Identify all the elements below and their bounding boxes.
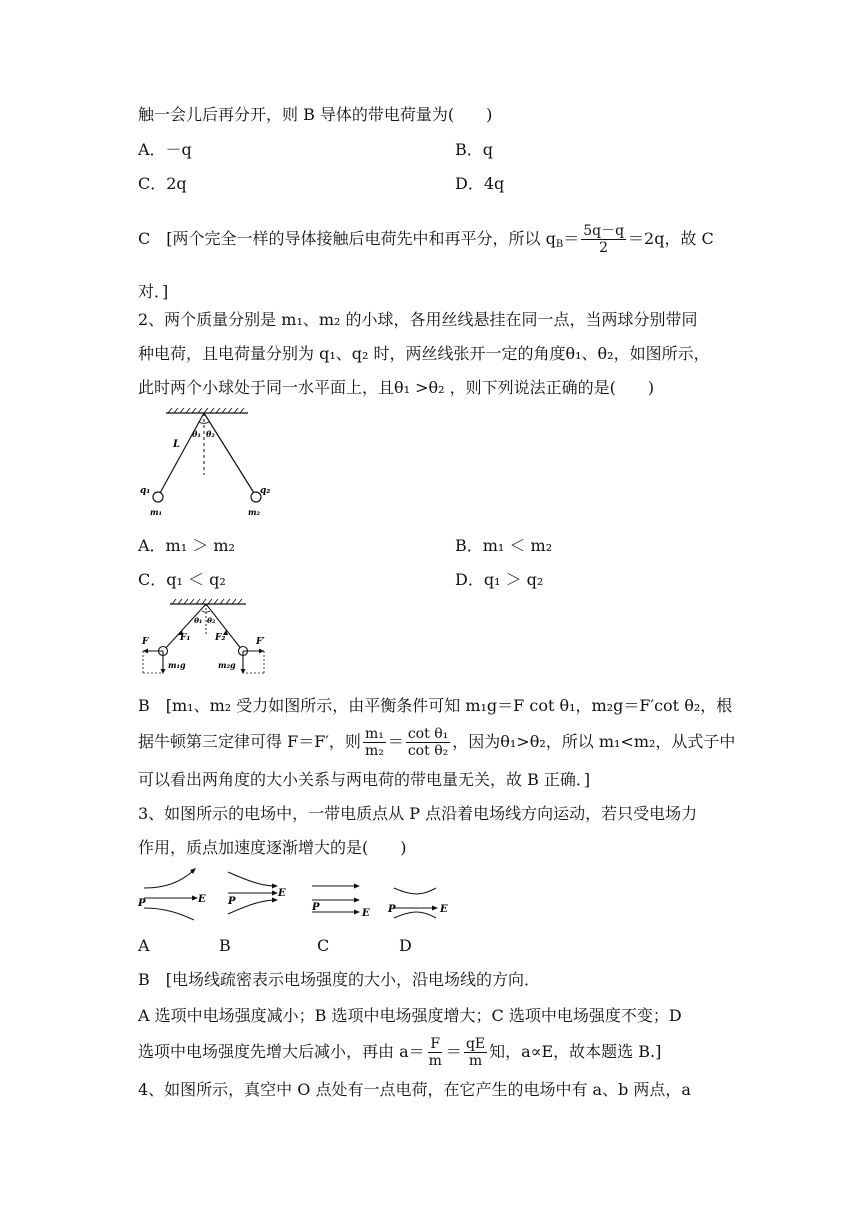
svg-text:P: P (138, 898, 146, 909)
q1-answer-line2: 对．] (138, 282, 169, 301)
pendulum-label-q1: q₁ (140, 486, 151, 496)
q2-answer-line1: B [m₁、m₂ 受力如图所示，由平衡条件可知 m₁g＝F cot θ₁，m₂g＝F′cot θ₂，根 (138, 696, 733, 715)
q4-stem-line1: 4、如图所示，真空中 O 点处有一点电荷，在它产生的电场中有 a、b 两点，a (138, 1080, 691, 1099)
force-label-theta2: θ₂ (207, 616, 216, 625)
force-label-m1g: m₁g (168, 660, 186, 670)
q3-figure-label-d: D (399, 936, 412, 955)
q3-fraction-f: $\frac{F}{m}$ (428, 1036, 442, 1069)
q3-figure-label-c: C (317, 936, 330, 955)
force-label-m2g: m₂g (218, 660, 236, 670)
q1-option-d: D．4q (455, 174, 505, 193)
q1-option-a: A．－q (138, 140, 192, 159)
q2-stem-line2: 种电荷，且电荷量分别为 q₁、q₂ 时，两丝线张开一定的角度θ₁、θ₂，如图所示， (138, 344, 710, 363)
q2-stem-line3: 此时两个小球处于同一水平面上，且θ₁ >θ₂ ，则下列说法正确的是( ) (138, 378, 655, 397)
q3-stem-line2: 作用，质点加速度逐渐增大的是( ) (138, 838, 407, 857)
field-diagram-b (228, 872, 276, 914)
svg-text:E: E (362, 908, 370, 919)
q2-option-b: B．m₁ ＜ m₂ (455, 536, 553, 555)
force-label-F: F (142, 637, 149, 647)
pendulum-label-m2: m₂ (248, 507, 260, 517)
q1-answer: C [两个完全一样的导体接触后电荷先中和再平分，所以 $q_B=$ $\frac{5q-q}{2}$ ＝2q，故 C (138, 223, 714, 256)
q1-option-b: B．q (455, 140, 494, 159)
force-label-F1: F₁ (180, 633, 191, 643)
force-label-theta1: θ₁ (194, 616, 203, 625)
field-diagram-a (144, 870, 196, 920)
q3-answer-line3: 选项中电场强度先增大后减小，再由 a＝ $\frac{F}{m}$ ＝ $\frac{qE}{m}$ 知，a∝E，故本题选 B.] (138, 1036, 662, 1069)
svg-text:E: E (198, 894, 206, 905)
q2-fraction-mass: $\frac{\text{m₁}}{\text{m₂}}$ (364, 726, 384, 759)
svg-text:E: E (440, 904, 448, 915)
q3-answer-line1: B [电场线疏密表示电场强度的大小，沿电场线的方向． (138, 970, 541, 989)
pendulum-figure (136, 405, 276, 520)
q3-answer-line2: A 选项中电场强度减小；B 选项中电场强度增大；C 选项中电场强度不变；D (138, 1006, 682, 1025)
q3-figure-label-a: A (138, 936, 150, 955)
field-diagram-d (394, 888, 436, 918)
q2-option-a: A．m₁ ＞ m₂ (138, 536, 235, 555)
svg-text:P: P (228, 896, 236, 907)
pendulum-label-theta1: θ₁ (192, 429, 201, 439)
force-label-F2: F₂ (215, 633, 226, 643)
q2-answer-line3: 可以看出两角度的大小关系与两电荷的带电量无关，故 B 正确．] (138, 770, 591, 789)
q3-stem-line1: 3、如图所示的电场中，一带电质点从 P 点沿着电场线方向运动，若只受电场力 (138, 804, 698, 823)
pendulum-label-m1: m₁ (150, 507, 162, 517)
pendulum-label-L: L (173, 439, 181, 450)
svg-text:P: P (312, 902, 320, 913)
q2-stem-line1: 2、两个质量分别是 m₁、m₂ 的小球，各用丝线悬挂在同一点，当两球分别带同 (138, 310, 698, 329)
q2-fraction-cot: $\frac{\text{cot θ₁}}{\text{cot θ₂}}$ (407, 726, 449, 759)
q3-figure-label-b: B (219, 936, 231, 955)
q1-stem-tail: 触一会儿后再分开，则 B 导体的带电荷量为( ) (138, 105, 493, 124)
q3-fraction-qe: $\frac{qE}{m}$ (465, 1036, 486, 1069)
svg-text:P: P (388, 904, 396, 915)
force-diagram-figure (138, 598, 278, 678)
q2-option-d: D．q₁ ＞ q₂ (455, 570, 544, 589)
field-lines-figure (136, 862, 466, 922)
q2-answer-line2: 据牛顿第三定律可得 F＝F′，则 $\frac{\text{m₁}}{\text{m₂}}$ ＝ $\frac{\text{cot θ₁}}{\text{cot θ₂}}$ ，因为θ₁>θ₂，所以 m₁<m₂，从式子中 (138, 726, 736, 759)
q1-option-c: C．2q (138, 174, 187, 193)
pendulum-label-theta2: θ₂ (206, 429, 215, 439)
pendulum-label-q2: q₂ (260, 486, 271, 496)
force-label-Fprime: F′ (256, 637, 265, 647)
svg-text:E: E (278, 888, 286, 899)
q2-option-c: C．q₁ ＜ q₂ (138, 570, 226, 589)
q1-fraction: $\frac{5q-q}{2}$ (583, 223, 625, 256)
